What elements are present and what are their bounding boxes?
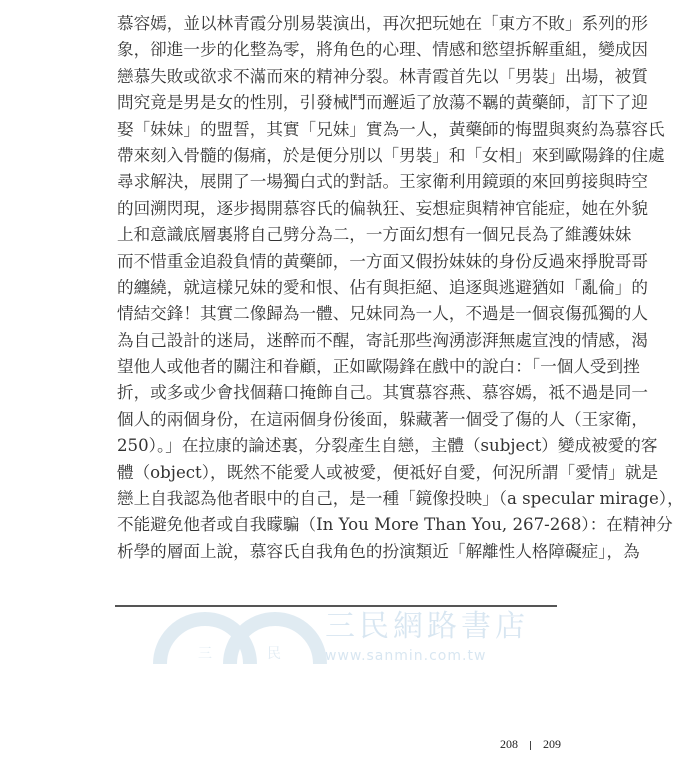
page-number-right: 209 bbox=[543, 737, 561, 751]
text-line: 折，或多或少會找個藉口掩飾自己。其實慕容燕、慕容嫣，祗不過是同一 bbox=[117, 383, 648, 403]
text-line: 上和意識底層裏將自己劈分為二，一方面幻想有一個兄長為了維護妹妹 bbox=[117, 225, 632, 245]
text-line: 為自己設計的迷局，迷醉而不醒，寄託那些洶湧澎湃無處宣洩的情感，渴 bbox=[117, 330, 648, 350]
text-line: 望他人或他者的關注和眷顧，正如歐陽鋒在戲中的說白：「一個人受到挫 bbox=[117, 357, 640, 377]
watermark bbox=[155, 609, 529, 666]
text-line: 戀上自我認為他者眼中的自己，是一種「鏡像投映」（a specular mirage）， bbox=[117, 489, 684, 509]
text-line: 析學的層面上說，慕容氏自我角色的扮演類近「解離性人格障礙症」，為 bbox=[117, 541, 640, 561]
watermark-logo-char: 民 bbox=[267, 646, 281, 662]
watermark-logo-icon bbox=[155, 614, 325, 664]
watermark-title: 三民網路書店 bbox=[325, 609, 529, 644]
page-numbers bbox=[500, 737, 561, 751]
text-line: 尋求解決，展開了一場獨白式的對話。王家衛利用鏡頭的來回剪接與時空 bbox=[117, 172, 648, 192]
page-number-left: 208 bbox=[500, 737, 518, 751]
body-text bbox=[117, 11, 684, 565]
text-line: 的回溯閃現，逐步揭開慕容氏的偏執狂、妄想症與精神官能症，她在外貌 bbox=[117, 198, 648, 218]
footnote-divider bbox=[115, 605, 557, 607]
text-line: 不能避免他者或自我矇騙（In You More Than You, 267-268）：在精神分 bbox=[117, 515, 673, 535]
text-line: 象，卻進一步的化整為零，將角色的心理、情感和慾望拆解重組，變成因 bbox=[117, 40, 648, 60]
watermark-logo-char: 三 bbox=[198, 646, 212, 662]
text-line: 250）。」在拉康的論述裏，分裂產生自戀，主體（subject）變成被愛的客 bbox=[117, 436, 658, 456]
text-line: 問究竟是男是女的性別，引發械鬥而邂逅了放蕩不羈的黃藥師，訂下了迎 bbox=[117, 93, 648, 113]
text-line: 個人的兩個身份，在這兩個身份後面，躲藏著一個受了傷的人（王家衛， bbox=[117, 409, 648, 429]
text-line: 而不惜重金追殺負情的黃藥師，一方面又假扮妹妹的身份反過來掙脫哥哥 bbox=[117, 251, 648, 271]
text-line: 慕容嫣，並以林青霞分別易裝演出，再次把玩她在「東方不敗」系列的形 bbox=[117, 14, 648, 33]
text-line: 體（object），既然不能愛人或被愛，便祗好自愛，何況所謂「愛情」就是 bbox=[117, 462, 659, 482]
watermark-url: www.sanmin.com.tw bbox=[325, 648, 487, 664]
page-separator bbox=[530, 741, 531, 750]
text-line: 娶「妹妹」的盟誓，其實「兄妹」實為一人，黃藥師的悔盟與爽約為慕容氏 bbox=[117, 119, 665, 139]
text-line: 情結交鋒！其實二像歸為一體、兄妹同為一人，不過是一個哀傷孤獨的人 bbox=[117, 304, 648, 324]
text-line: 帶來刻入骨髓的傷痛，於是便分別以「男裝」和「女相」來到歐陽鋒的住處 bbox=[117, 145, 665, 165]
text-line: 的纏繞，就這樣兄妹的愛和恨、佔有與拒絕、追逐與逃避猶如「亂倫」的 bbox=[117, 277, 648, 297]
text-line: 戀慕失敗或欲求不滿而來的精神分裂。林青霞首先以「男裝」出場，被質 bbox=[117, 66, 648, 86]
